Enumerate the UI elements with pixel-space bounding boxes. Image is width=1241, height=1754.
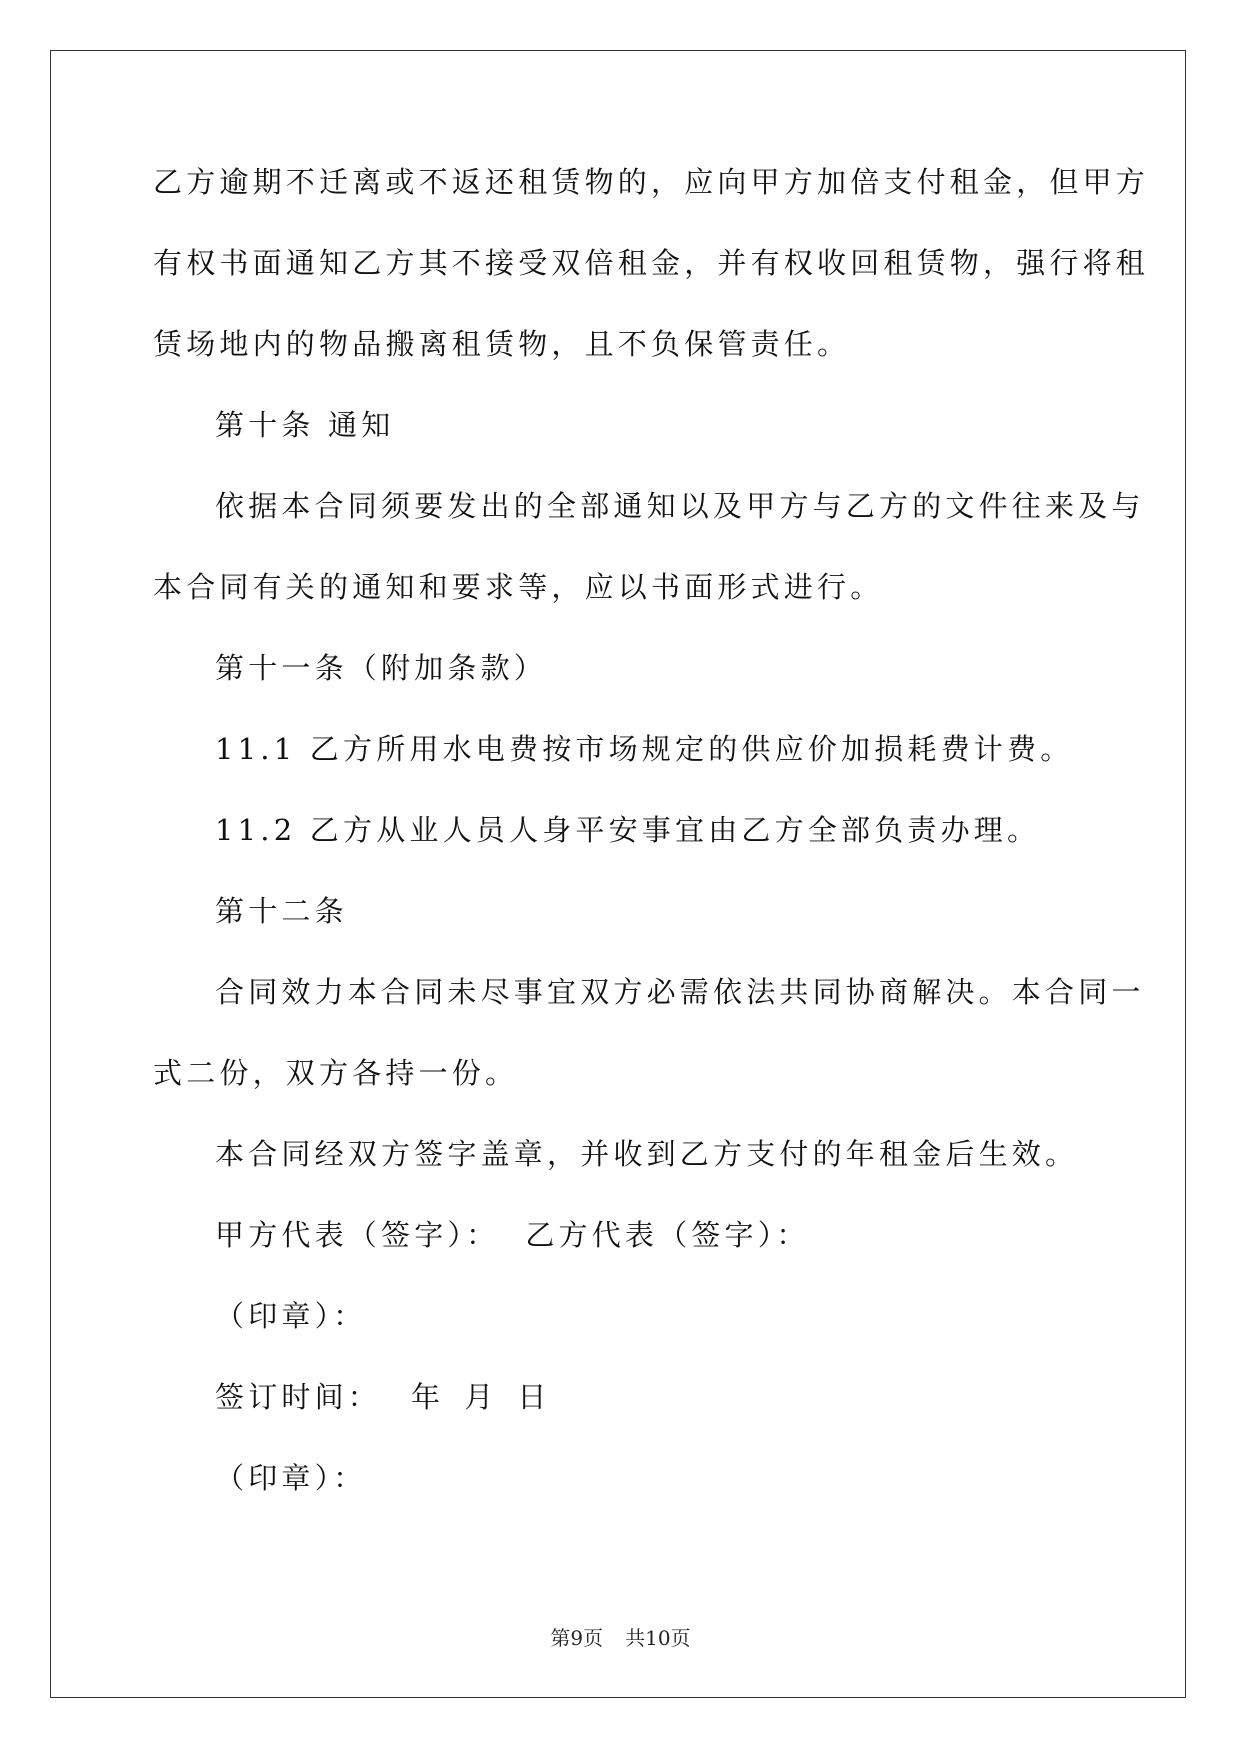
date-label: 签订时间： bbox=[215, 1380, 382, 1414]
paragraph-line: 赁场地内的物品搬离租赁物，且不负保管责任。 bbox=[153, 327, 851, 361]
month-label: 月 bbox=[464, 1380, 498, 1414]
article-11-title: 第十一条（附加条款） bbox=[215, 651, 548, 685]
page-total: 共10页 bbox=[625, 1626, 691, 1650]
day-label: 日 bbox=[517, 1380, 551, 1414]
article-12-title: 第十二条 bbox=[215, 894, 348, 928]
paragraph-line: 式二份，双方各持一份。 bbox=[153, 1056, 519, 1090]
seal-line bbox=[153, 1294, 1093, 1375]
year-label: 年 bbox=[411, 1380, 445, 1414]
paragraph-line: 合同效力本合同未尽事宜双方必需依法共同协商解决。本合同一 bbox=[215, 975, 1145, 1009]
effect-clause: 本合同经双方签字盖章，并收到乙方支付的年租金后生效。 bbox=[215, 1137, 1079, 1171]
date-line bbox=[153, 1375, 1093, 1456]
party-a-signature-label: 甲方代表（签字）： bbox=[215, 1218, 500, 1252]
paragraph-line: 有权书面通知乙方其不接受双倍租金，并有权收回租赁物，强行将租 bbox=[153, 246, 1150, 280]
paragraph-line: 依据本合同须要发出的全部通知以及甲方与乙方的文件往来及与 bbox=[215, 489, 1145, 523]
signature-line bbox=[153, 1213, 1093, 1294]
clause-11-2: 11.2 乙方从业人员人身平安事宜由乙方全部负责办理。 bbox=[215, 813, 1041, 847]
document-body bbox=[153, 160, 1150, 1537]
party-b-signature-label: 乙方代表（签字）： bbox=[525, 1218, 810, 1252]
seal-label: （印章）： bbox=[215, 1461, 367, 1495]
page-number: 第9页 bbox=[550, 1626, 604, 1650]
seal-line bbox=[153, 1456, 1093, 1537]
page-footer bbox=[0, 1622, 1241, 1651]
article-10-title: 第十条 通知 bbox=[215, 408, 395, 442]
paragraph-line: 本合同有关的通知和要求等，应以书面形式进行。 bbox=[153, 570, 884, 604]
paragraph-line: 乙方逾期不迁离或不返还租赁物的，应向甲方加倍支付租金，但甲方 bbox=[153, 165, 1150, 199]
seal-label: （印章）： bbox=[215, 1299, 367, 1333]
clause-11-1: 11.1 乙方所用水电费按市场规定的供应价加损耗费计费。 bbox=[215, 732, 1074, 766]
